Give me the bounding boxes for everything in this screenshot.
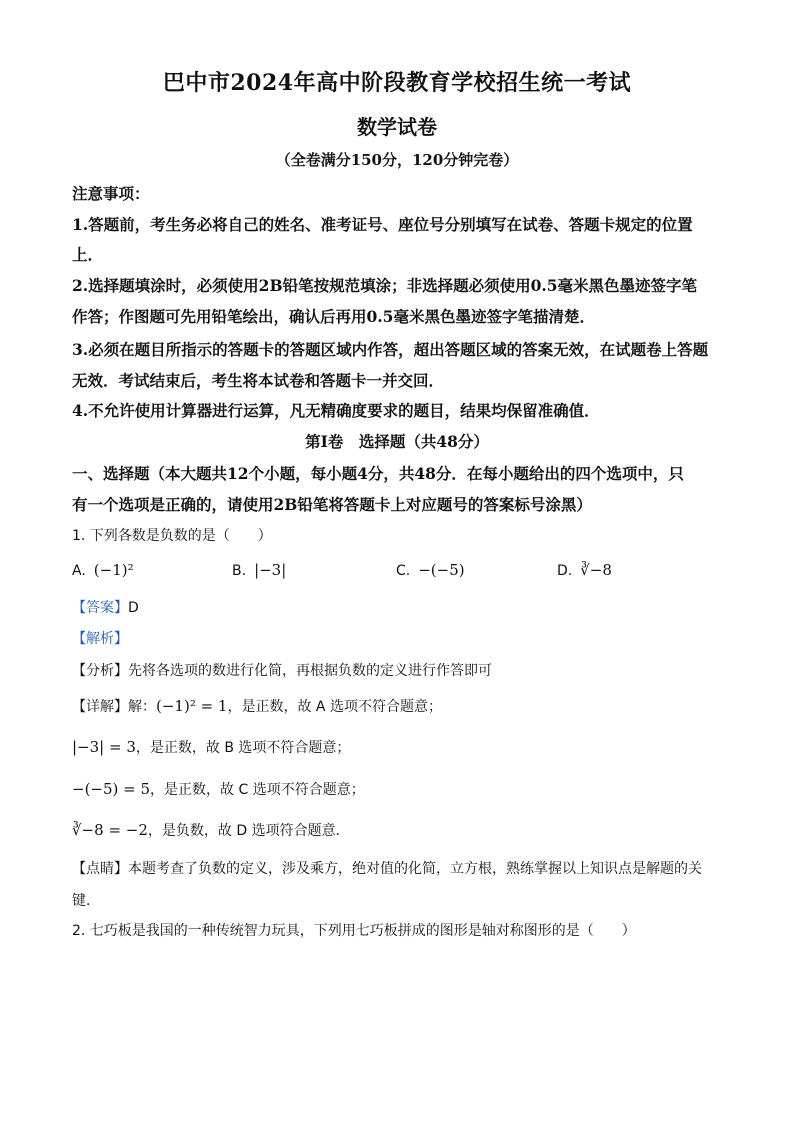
section-intro-a: 一、选择题（本大题共12个小题，每小题4分，共48分．在每小题给出的四个选项中，只 — [72, 464, 684, 483]
detail-line-4 — [72, 820, 350, 840]
analysis-tag: 【解析】 — [72, 631, 128, 647]
fenxi-line — [72, 660, 492, 680]
notice-line-1b: 上． — [72, 245, 104, 264]
option-expression: |−3| — [254, 561, 287, 579]
question-1-option-c — [396, 561, 465, 579]
detail-line-1 — [72, 696, 442, 716]
notice-line-4: 4.不允许使用计算器进行运算，凡无精确度要求的题目，结果均保留准确值． — [72, 401, 600, 420]
question-1-option-d — [557, 561, 612, 579]
notice-line-3b: 无效．考试结束后，考生将本试卷和答题卡一并交回． — [72, 371, 445, 390]
question-2-stem: 2. 七巧板是我国的一种传统智力玩具，下列用七巧板拼成的图形是轴对称图形的是（ ） — [72, 923, 636, 939]
option-letter: C. — [396, 563, 411, 579]
question-1-option-a — [72, 561, 134, 579]
option-expression: ∛−8 — [580, 561, 612, 579]
detail-2-text: ，是正数，故 B 选项不符合题意； — [135, 740, 351, 756]
comment-tag: 【点睛】 — [72, 861, 128, 877]
detail-1-expression: (−1)² = 1 — [156, 697, 228, 715]
option-letter: A. — [72, 563, 86, 579]
notice-line-3a: 3.必须在题目所指示的答题卡的答题区域内作答，超出答题区域的答案无效，在试题卷上答题 — [72, 340, 709, 359]
fenxi-tag: 【分析】 — [72, 663, 128, 679]
option-letter: D. — [557, 563, 573, 579]
notice-heading: 注意事项： — [72, 184, 150, 203]
question-1-stem: 1. 下列各数是负数的是（ ） — [72, 528, 272, 544]
answer-line — [72, 597, 139, 617]
analysis-line — [72, 628, 128, 648]
detail-prefix: 解： — [128, 699, 156, 715]
comment-text-a: 本题考查了负数的定义，涉及乘方，绝对值的化简，立方根，熟练掌握以上知识点是解题的关 — [128, 861, 702, 877]
comment-line-a — [72, 858, 702, 878]
detail-1-text: ，是正数，故 A 选项不符合题意； — [227, 699, 442, 715]
answer-value: D — [128, 600, 139, 616]
part1-heading: 第Ⅰ卷 选择题（共48分） — [305, 432, 489, 451]
exam-subject: 数学试卷 — [357, 115, 437, 139]
detail-2-expression: |−3| = 3 — [72, 738, 136, 756]
question-1-option-b — [232, 561, 286, 579]
fenxi-text: 先将各选项的数进行化简，再根据负数的定义进行作答即可 — [128, 663, 492, 679]
notice-line-2b: 作答；作图题可先用铅笔绘出，确认后再用0.5毫米黑色墨迹签字笔描清楚． — [72, 307, 595, 326]
exam-title: 巴中市2024年高中阶段教育学校招生统一考试 — [162, 70, 632, 96]
detail-4-expression: ∛−8 = −2 — [72, 821, 148, 839]
option-letter: B. — [232, 563, 247, 579]
detail-line-2 — [72, 737, 350, 757]
option-expression: −(−5) — [418, 561, 465, 579]
detail-3-expression: −(−5) = 5 — [72, 780, 151, 798]
detail-4-text: ，是负数，故 D 选项符合题意． — [147, 823, 350, 839]
score-note: （全卷满分150分，120分钟完卷） — [275, 151, 519, 169]
detail-3-text: ，是正数，故 C 选项不符合题意； — [150, 782, 365, 798]
section-intro-b: 有一个选项是正确的，请使用2B铅笔将答题卡上对应题号的答案标号涂黑） — [72, 495, 592, 514]
option-expression: (−1)² — [93, 561, 134, 579]
answer-tag: 【答案】 — [72, 600, 128, 616]
comment-line-b: 键． — [72, 893, 100, 909]
detail-line-3 — [72, 779, 365, 799]
notice-line-1a: 1.答题前，考生务必将自己的姓名、准考证号、座位号分别填写在试卷、答题卡规定的位置 — [72, 215, 693, 234]
detail-tag: 【详解】 — [72, 699, 128, 715]
notice-line-2a: 2.选择题填涂时，必须使用2B铅笔按规范填涂；非选择题必须使用0.5毫米黑色墨迹签字笔 — [72, 276, 698, 295]
